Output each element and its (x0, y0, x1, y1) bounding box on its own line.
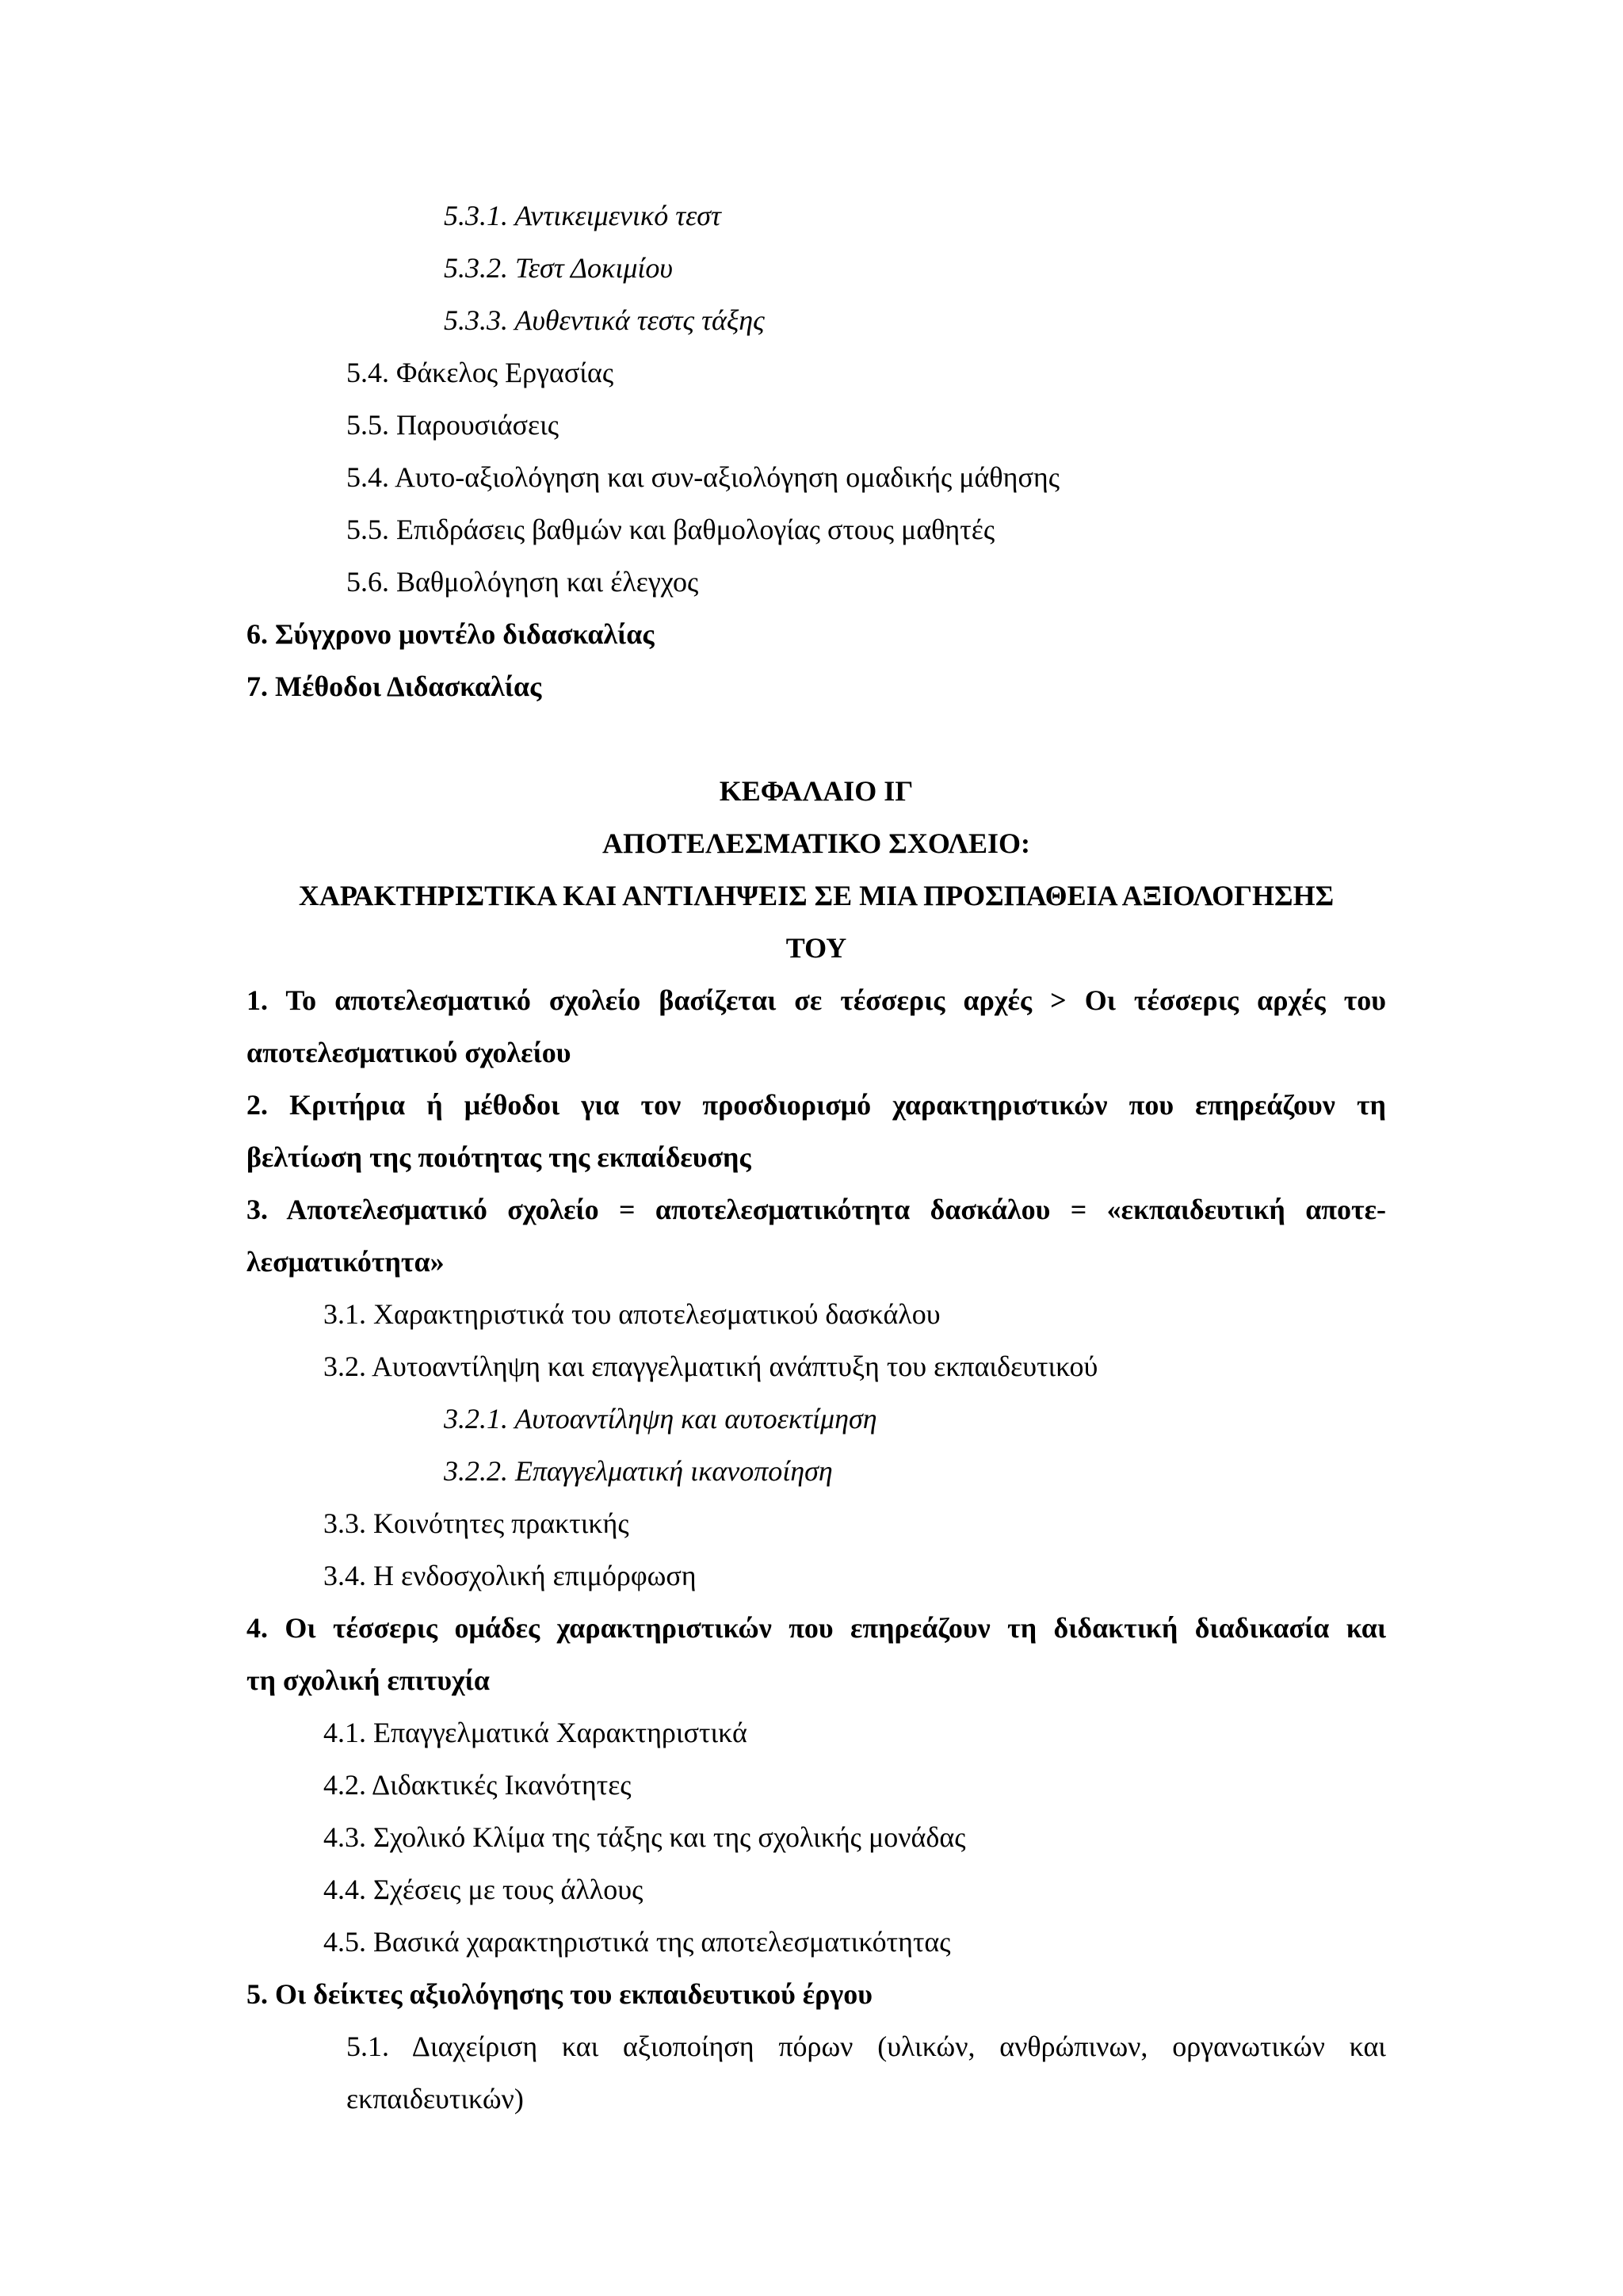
chapter-title-line-1: ΑΠΟΤΕΛΕΣΜΑΤΙΚΟ ΣΧΟΛΕΙΟ: (601, 827, 1031, 859)
section-4-line-2: τη σχολική επιτυχία (246, 1664, 490, 1696)
section-4-3: 4.3. Σχολικό Κλίμα της τάξης και της σχολικής μονάδας (323, 1821, 966, 1853)
section-4-4: 4.4. Σχέσεις με τους άλλους (323, 1874, 643, 1905)
section-3-1: 3.1. Χαρακτηριστικά του αποτελεσματικού δασκάλου (323, 1298, 941, 1330)
section-3-4: 3.4. Η ενδοσχολική επιμόρφωση (323, 1560, 697, 1591)
toc-entry-6: 6. Σύγχρονο μοντέλο διδασκαλίας (246, 618, 655, 650)
section-3-2: 3.2. Αυτοαντίληψη και επαγγελματική ανάπτυξη του εκπαιδευτικού (323, 1350, 1098, 1382)
chapter-title-line-2: ΧΑΡΑΚΤΗΡΙΣΤΙΚΑ ΚΑΙ ΑΝΤΙΛΗΨΕΙΣ ΣΕ ΜΙΑ ΠΡΟΣΠΑΘΕΙΑ ΑΞΙΟΛΟΓΗΣΗΣ (298, 880, 1335, 911)
toc-entry-5-3-3: 5.3.3. Αυθεντικά τεστς τάξης (444, 304, 765, 336)
toc-entry-5-4-a: 5.4. Φάκελος Εργασίας (346, 357, 614, 388)
toc-entry-5-6: 5.6. Βαθμολόγηση και έλεγχος (346, 566, 699, 598)
toc-entry-5-5-b: 5.5. Επιδράσεις βαθμών και βαθμολογίας στους μαθητές (346, 514, 995, 545)
section-5-1-line-2: εκπαιδευτικών) (346, 2083, 524, 2115)
section-4-1: 4.1. Επαγγελματικά Χαρακτηριστικά (323, 1717, 747, 1748)
section-5: 5. Οι δείκτες αξιολόγησης του εκπαιδευτικού έργου (246, 1978, 873, 2010)
section-5-1-line-1: 5.1. Διαχείριση και αξιοποίηση πόρων (υλικών, ανθρώπινων, οργανωτικών και (346, 2030, 1386, 2062)
toc-entry-5-5-a: 5.5. Παρουσιάσεις (346, 409, 559, 441)
toc-entry-5-4-b: 5.4. Αυτο-αξιολόγηση και συν-αξιολόγηση ομαδικής μάθησης (346, 461, 1060, 493)
toc-entry-7: 7. Μέθοδοι Διδασκαλίας (246, 670, 542, 702)
section-3-3: 3.3. Κοινότητες πρακτικής (323, 1507, 629, 1539)
toc-entry-5-3-2: 5.3.2. Τεστ Δοκιμίου (444, 252, 673, 284)
section-2-line-1: 2. Κριτήρια ή μέθοδοι για τον προσδιορισμό χαρακτηριστικών που επηρεάζουν τη (246, 1089, 1386, 1121)
chapter-label: ΚΕΦΑΛΑΙΟ ΙΓ (719, 775, 914, 807)
section-3-line-1: 3. Αποτελεσματικό σχολείο = αποτελεσματικότητα δασκάλου = «εκπαιδευτική αποτε- (246, 1194, 1386, 1225)
section-1-line-2: αποτελεσματικού σχολείου (246, 1037, 571, 1068)
section-3-2-2: 3.2.2. Επαγγελματική ικανοποίηση (444, 1455, 833, 1487)
section-4-5: 4.5. Βασικά χαρακτηριστικά της αποτελεσματικότητας (323, 1926, 951, 1958)
section-4-2: 4.2. Διδακτικές Ικανότητες (323, 1769, 632, 1801)
section-3-line-2: λεσματικότητα» (246, 1246, 445, 1278)
toc-entry-5-3-1: 5.3.1. Αντικειμενικό τεστ (444, 200, 721, 231)
section-1-line-1: 1. Το αποτελεσματικό σχολείο βασίζεται σε τέσσερις αρχές > Οι τέσσερις αρχές του (246, 984, 1386, 1016)
section-3-2-1: 3.2.1. Αυτοαντίληψη και αυτοεκτίμηση (444, 1403, 877, 1435)
section-2-line-2: βελτίωση της ποιότητας της εκπαίδευσης (246, 1141, 751, 1173)
section-4-line-1: 4. Οι τέσσερις ομάδες χαρακτηριστικών που επηρεάζουν τη διδακτική διαδικασία και (246, 1612, 1386, 1644)
chapter-title-line-3: ΤΟΥ (785, 932, 847, 964)
